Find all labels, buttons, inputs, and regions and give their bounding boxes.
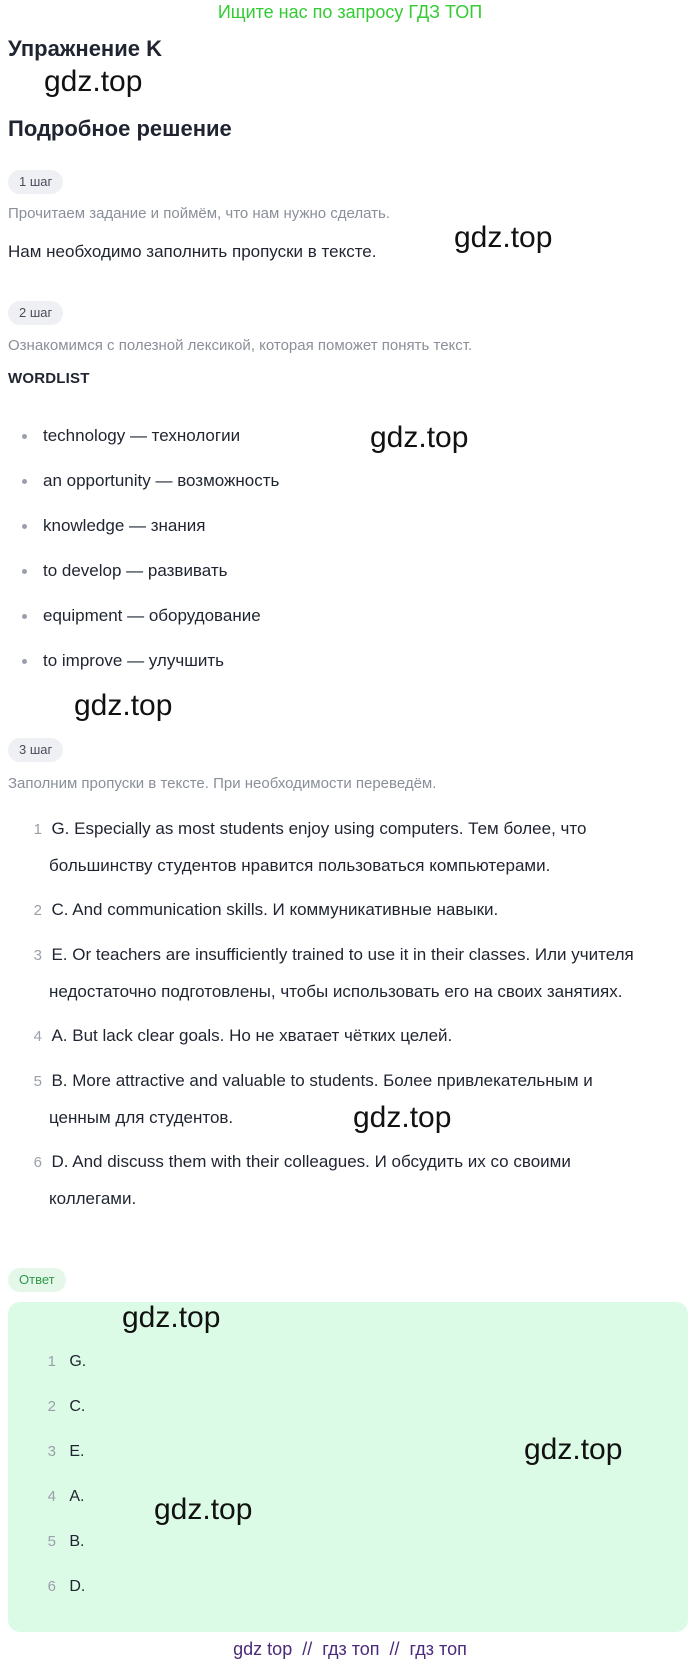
watermark: gdz.top [154,1493,253,1526]
answer-text: D. [69,1578,86,1595]
item-text: A. But lack clear goals. Но не хватает чётких целей. [51,1026,453,1045]
answer-item [40,1395,85,1419]
section-title: Подробное решение [8,116,232,141]
item-text-continued: недостаточно подготовлены, чтобы использовать его на своих занятиях. [49,982,623,1001]
item-text: C. And communication skills. И коммуникативные навыки. [51,900,499,919]
wordlist-item-text: knowledge — знания [43,516,206,535]
bullet-icon [22,659,27,664]
answer-text: A. [69,1488,85,1505]
list-item [22,1018,682,1055]
list-item [22,892,682,929]
item-text: B. More attractive and valuable to students. Более привлекательным и [51,1071,593,1090]
wordlist-item-text: to develop — развивать [43,561,228,580]
answer-text: C. [69,1398,86,1415]
watermark: gdz.top [44,65,143,98]
bullet-icon [22,479,27,484]
item-number: 2 [33,902,42,919]
item-number: 3 [33,947,42,964]
wordlist-item-text: equipment — оборудование [43,606,261,625]
bullet-icon [22,434,27,439]
answer-item [40,1530,84,1554]
list-item [22,1063,682,1136]
page-title: Упражнение K [8,36,162,61]
answer-text: B. [69,1533,85,1550]
item-number: 2 [47,1398,56,1415]
wordlist-heading: WORDLIST [8,370,90,387]
item-number: 5 [47,1533,56,1550]
item-number: 1 [47,1353,56,1370]
wordlist-item-text: an opportunity — возможность [43,471,280,490]
item-text-continued: коллегами. [49,1189,137,1208]
answer-text: G. [69,1353,87,1370]
watermark: gdz.top [524,1433,623,1466]
list-item [22,1144,682,1217]
item-text: E. Or teachers are insufficiently trained to use it in their classes. Или учителя [51,945,634,964]
item-text-continued: ценным для студентов. [49,1108,234,1127]
answer-item [40,1485,84,1509]
wordlist-item [22,469,279,493]
wordlist-item-text: to improve — улучшить [43,651,224,670]
search-banner: Ищите нас по запросу ГДЗ ТОП [217,2,483,22]
footer-links: gdz top // гдз топ // гдз топ [233,1639,467,1659]
bullet-icon [22,569,27,574]
step-text-1: Нам необходимо заполнить пропуски в тексте. [8,242,377,261]
answer-item [40,1350,86,1374]
item-number: 3 [47,1443,56,1460]
step-hint-2: Ознакомимся с полезной лексикой, которая поможет понять текст. [8,337,473,354]
item-number: 4 [33,1028,42,1045]
watermark: gdz.top [370,421,469,454]
item-number: 6 [47,1578,56,1595]
item-text: D. And discuss them with their colleagues. И обсудить их со своими [51,1152,571,1171]
item-text-continued: большинству студентов нравится пользоваться компьютерами. [49,856,551,875]
step-hint-3: Заполним пропуски в тексте. При необходимости переведём. [8,775,437,792]
step-badge-3: 3 шаг [8,738,63,762]
answer-item [40,1575,85,1599]
list-item [22,811,682,884]
item-number: 1 [33,821,42,838]
wordlist-item [22,424,240,448]
list-item [22,937,682,1010]
wordlist-item-text: technology — технологии [43,426,241,445]
answer-item [40,1440,84,1464]
wordlist-item [22,559,228,583]
item-number: 6 [33,1154,42,1171]
wordlist-item [22,604,261,628]
step-hint-1: Прочитаем задание и поймём, что нам нужно сделать. [8,205,391,222]
wordlist-item [22,649,224,673]
item-number: 4 [47,1488,56,1505]
watermark: gdz.top [122,1301,221,1334]
watermark: gdz.top [74,689,173,722]
watermark: gdz.top [353,1101,452,1134]
step-badge-1: 1 шаг [8,170,63,194]
wordlist-item [22,514,205,538]
answer-badge: Ответ [8,1268,66,1292]
answer-text: E. [69,1443,85,1460]
bullet-icon [22,524,27,529]
item-text: G. Especially as most students enjoy using computers. Тем более, что [51,819,587,838]
bullet-icon [22,614,27,619]
watermark: gdz.top [454,221,553,254]
item-number: 5 [33,1073,42,1090]
step-badge-2: 2 шаг [8,301,63,325]
